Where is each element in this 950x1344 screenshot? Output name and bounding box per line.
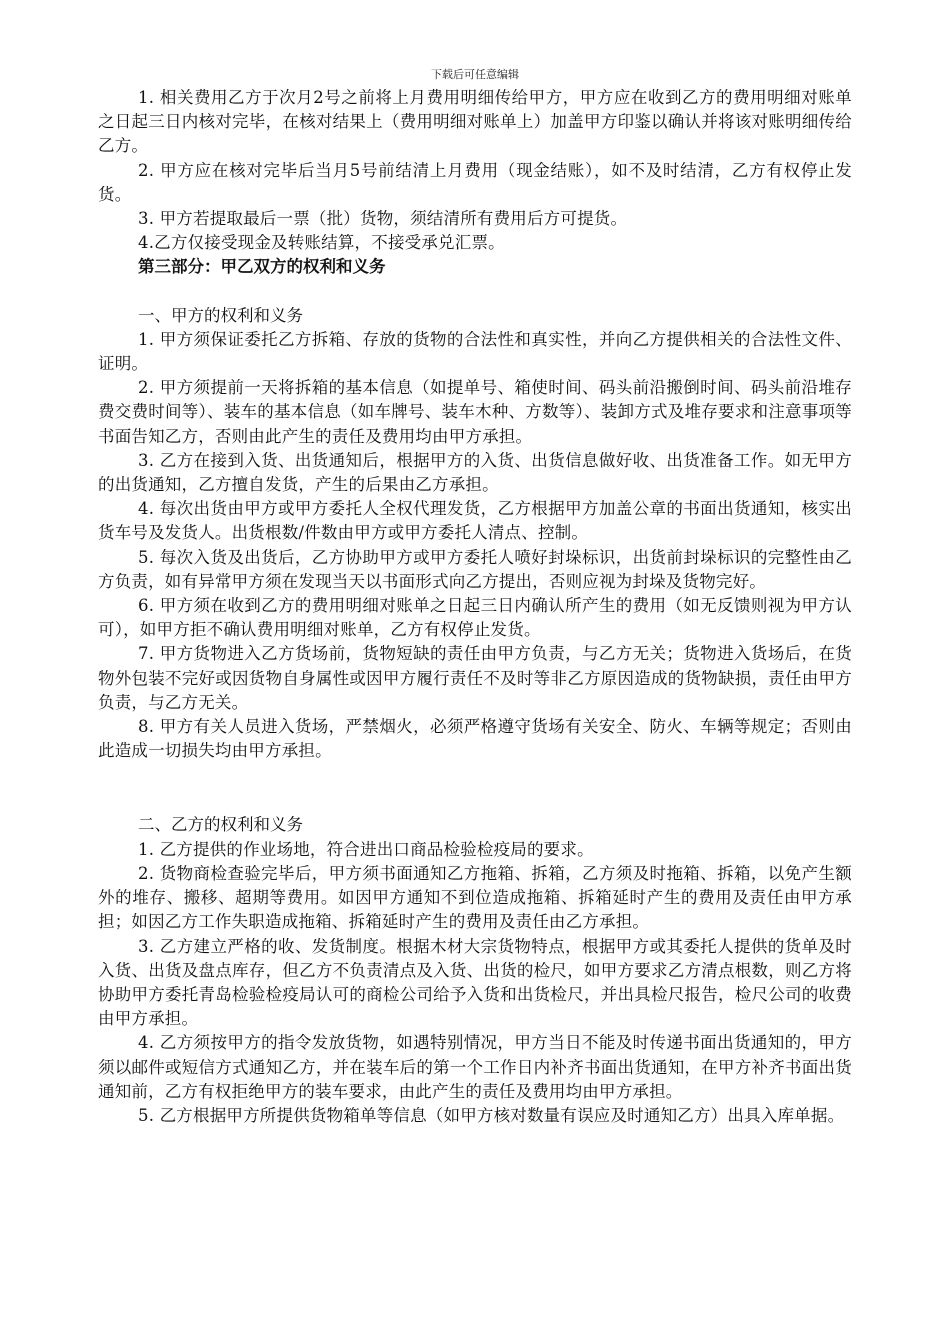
party-a-clause-6: 6. 甲方须在收到乙方的费用明细对账单之日起三日内确认所产生的费用（如无反馈则视为甲方认可），如甲方拒不确认费用明细对账单，乙方有权停止发货。	[98, 596, 852, 640]
payment-clause-3: 3. 甲方若提取最后一票（批）货物，须结清所有费用后方可提货。	[138, 209, 628, 229]
payment-clause-4: 4.乙方仅接受现金及转账结算，不接受承兑汇票。	[138, 233, 505, 253]
payment-clause-1: 1. 相关费用乙方于次月2号之前将上月费用明细传给甲方，甲方应在收到乙方的费用明细对账单之日起三日内核对完毕，在核对结果上（费用明细对账单上）加盖甲方印鉴以确认并将该对账明细传给乙方。	[98, 88, 852, 156]
payment-clause-2: 2. 甲方应在核对完毕后当月5号前结清上月费用（现金结账），如不及时结清，乙方有权停止发货。	[98, 160, 852, 204]
party-b-heading: 二、乙方的权利和义务	[138, 815, 303, 835]
spacer	[98, 763, 852, 813]
spacer	[98, 280, 852, 304]
party-b-clause-2: 2. 货物商检查验完毕后，甲方须书面通知乙方拖箱、拆箱，乙方须及时拖箱、拆箱，以免产生额外的堆存、搬移、超期等费用。如因甲方通知不到位造成拖箱、拆箱延时产生的费用及责任由甲方承担；如因乙方工作失职造成拖箱、拆箱延时产生的费用及责任由乙方承担。	[98, 863, 852, 932]
party-a-clause-4: 4. 每次出货由甲方或甲方委托人全权代理发货，乙方根据甲方加盖公章的书面出货通知，核实出货车号及发货人。出货根数/件数由甲方或甲方委托人清点、控制。	[98, 499, 852, 543]
party-a-clause-8: 8. 甲方有关人员进入货场，严禁烟火，必须严格遵守货场有关安全、防火、车辆等规定；否则由此造成一切损失均由甲方承担。	[98, 717, 852, 761]
party-b-clause-1: 1. 乙方提供的作业场地，符合进出口商品检验检疫局的要求。	[138, 839, 594, 859]
party-b-clause-4: 4. 乙方须按甲方的指令发放货物，如遇特别情况，甲方当日不能及时传递书面出货通知的，甲方须以邮件或短信方式通知乙方，并在装车后的第一个工作日内补齐书面出货通知，在甲方补齐书面出货通知前，乙方有权拒绝甲方的装车要求，由此产生的责任及费用均由甲方承担。	[98, 1033, 852, 1101]
party-a-clause-5: 5. 每次入货及出货后，乙方协助甲方或甲方委托人喷好封垛标识，出货前封垛标识的完整性由乙方负责，如有异常甲方须在发现当天以书面形式向乙方提出，否则应视为封垛及货物完好。	[98, 547, 852, 591]
party-b-clause-3: 3. 乙方建立严格的收、发货制度。根据木材大宗货物特点，根据甲方或其委托人提供的货单及时入货、出货及盘点库存，但乙方不负责清点及入货、出货的检尺，如甲方要求乙方清点根数，则乙方将协助甲方委托青岛检验检疫局认可的商检公司给予入货和出货检尺，并出具检尺报告，检尺公司的收费由甲方承担。	[98, 936, 852, 1029]
party-a-clause-1: 1. 甲方须保证委托乙方拆箱、存放的货物的合法性和真实性，并向乙方提供相关的合法性文件、证明。	[98, 329, 852, 374]
party-a-clause-2: 2. 甲方须提前一天将拆箱的基本信息（如提单号、箱使时间、码头前沿搬倒时间、码头前沿堆存费交费时间等）、装车的基本信息（如车牌号、装车木种、方数等）、装卸方式及堆存要求和注意事项等书面告知乙方，否则由此产生的责任及费用均由甲方承担。	[98, 378, 852, 446]
document-body	[98, 86, 852, 1128]
party-b-clause-5: 5. 乙方根据甲方所提供货物箱单等信息（如甲方核对数量有误应及时通知乙方）出具入库单据。	[138, 1105, 845, 1125]
page-header: 下载后可任意编辑	[431, 68, 519, 81]
party-a-clause-7: 7. 甲方货物进入乙方货场前，货物短缺的责任由甲方负责，与乙方无关；货物进入货场后，在货物外包装不完好或因货物自身属性或因甲方履行责任不及时等非乙方原因造成的货物缺损，责任由甲方负责，与乙方无关。	[98, 644, 852, 712]
party-a-heading: 一、甲方的权利和义务	[138, 305, 303, 325]
party-a-clause-3: 3. 乙方在接到入货、出货通知后，根据甲方的入货、出货信息做好收、出货准备工作。如无甲方的出货通知，乙方擅自发货，产生的后果由乙方承担。	[98, 450, 852, 495]
part3-heading: 第三部分：甲乙双方的权利和义务	[138, 257, 386, 277]
